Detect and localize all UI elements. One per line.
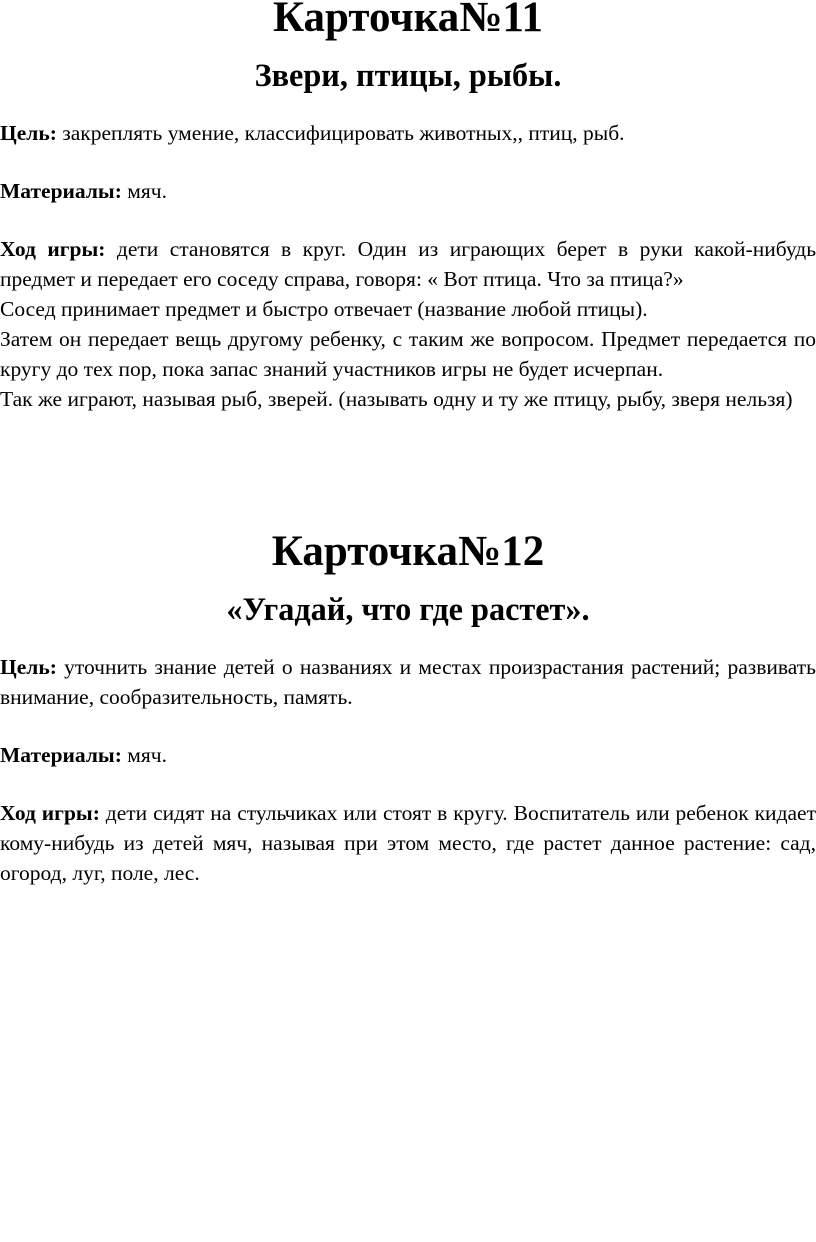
course-text: дети становятся в круг. Один из играющих берет в руки какой-нибудь предмет и передает его соседу справа, говоря: « Вот птица. Что за птица?» xyxy=(0,237,816,291)
card-12 xyxy=(0,528,816,888)
materials-label: Материалы: xyxy=(0,179,122,203)
course-label: Ход игры: xyxy=(0,801,100,825)
body-paragraph: Затем он передает вещь другому ребенку, с таким же вопросом. Предмет передается по кругу до тех пор, пока запас знаний участников игры не будет исчерпан. xyxy=(0,327,816,381)
course-text: дети сидят на стульчиках или стоят в кругу. Воспитатель или ребенок кидает кому-нибудь из детей мяч, называя при этом место, где растет данное растение: сад, огород, луг, поле, лес. xyxy=(0,801,816,885)
course-paragraph xyxy=(0,798,816,888)
card-title: Карточка№12 xyxy=(271,528,545,575)
body-paragraph: Так же играют, называя рыб, зверей. (называть одну и ту же птицу, рыбу, зверя нельзя) xyxy=(0,387,793,411)
materials-paragraph xyxy=(0,740,816,770)
course-paragraph xyxy=(0,234,816,294)
materials-paragraph xyxy=(0,176,816,206)
card-subtitle: Звери, птицы, рыбы. xyxy=(254,57,562,93)
goal-paragraph xyxy=(0,652,816,712)
goal-label: Цель: xyxy=(0,655,57,679)
goal-text: уточнить знание детей о названиях и местах произрастания растений; развивать внимание, сообразительность, память. xyxy=(0,655,816,709)
course-label: Ход игры: xyxy=(0,237,106,261)
card-subtitle: «Угадай, что где растет». xyxy=(226,591,590,627)
goal-paragraph xyxy=(0,118,816,148)
body-paragraph: Сосед принимает предмет и быстро отвечает (название любой птицы). xyxy=(0,297,648,321)
materials-text: мяч. xyxy=(121,743,167,767)
card-title: Карточка№11 xyxy=(272,0,544,41)
goal-label: Цель: xyxy=(0,121,57,145)
card-11 xyxy=(0,0,816,414)
goal-text: закреплять умение, классифицировать животных,, птиц, рыб. xyxy=(56,121,625,145)
materials-label: Материалы: xyxy=(0,743,122,767)
materials-text: мяч. xyxy=(121,179,167,203)
